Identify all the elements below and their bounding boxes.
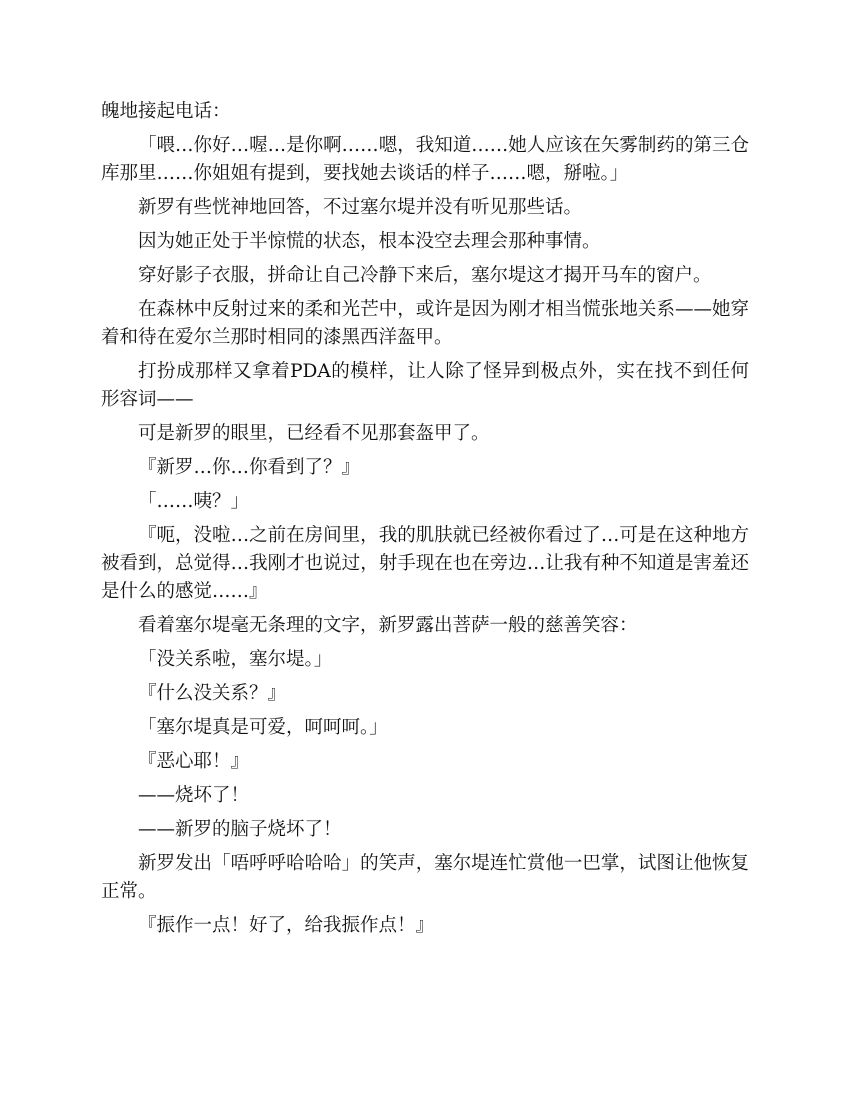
document-page: [101, 98, 749, 946]
paragraph: 「没关系啦，塞尔堤。」: [138, 649, 333, 670]
paragraph: 看着塞尔堤毫无条理的文字，新罗露出菩萨一般的慈善笑容：: [138, 615, 638, 636]
paragraph: 「喂…你好…喔…是你啊……嗯，我知道……她人应该在矢雾制药的第三仓库那里……你姐姐有提到，要找她去谈话的样子……嗯，掰啦。」: [101, 135, 749, 184]
paragraph: 可是新罗的眼里，已经看不见那套盔甲了。: [138, 423, 490, 444]
paragraph: 『什么没关系？』: [138, 683, 287, 704]
paragraph: 『恶心耶！』: [138, 751, 250, 772]
paragraph: 『振作一点！好了，给我振作点！』: [138, 915, 435, 936]
paragraph: 新罗有些恍神地回答，不过塞尔堤并没有听见那些话。: [138, 197, 583, 218]
paragraph: 魄地接起电话：: [101, 101, 231, 122]
paragraph: 「……咦？」: [138, 491, 250, 512]
paragraph: 『新罗…你…你看到了？』: [138, 457, 361, 478]
paragraph: 新罗发出「唔呼呼哈哈哈」的笑声，塞尔堤连忙赏他一巴掌，试图让他恢复正常。: [101, 853, 749, 902]
paragraph: 在森林中反射过来的柔和光芒中，或许是因为刚才相当慌张地关系——她穿着和待在爱尔兰那时相同的漆黑西洋盔甲。: [101, 299, 749, 348]
paragraph: 『呃，没啦…之前在房间里，我的肌肤就已经被你看过了…可是在这种地方被看到，总觉得…我刚才也说过，射手现在也在旁边…让我有种不知道是害羞还是什么的感觉……』: [101, 525, 749, 602]
paragraph: ——烧坏了！: [138, 785, 250, 806]
paragraph: 因为她正处于半惊慌的状态，根本没空去理会那种事情。: [138, 231, 601, 252]
paragraph: 「塞尔堤真是可爱，呵呵呵。」: [138, 717, 388, 738]
paragraph: 穿好影子衣服，拼命让自己冷静下来后，塞尔堤这才揭开马车的窗户。: [138, 265, 712, 286]
paragraph: 打扮成那样又拿着PDA的模样，让人除了怪异到极点外，实在找不到任何形容词——: [101, 361, 749, 410]
paragraph: ——新罗的脑子烧坏了！: [138, 819, 342, 840]
